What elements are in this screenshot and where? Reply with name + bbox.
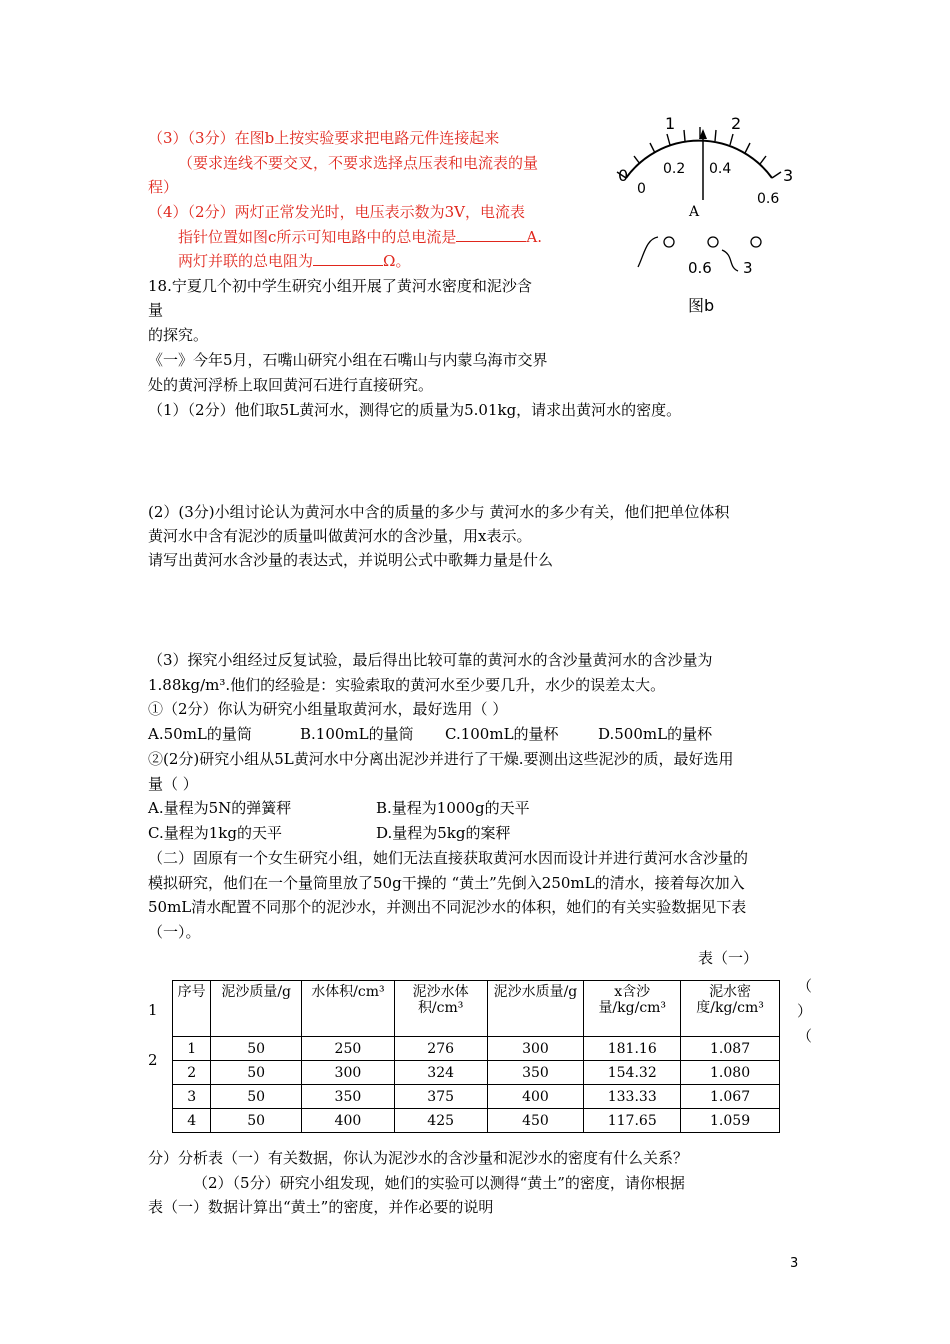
q18-sub3-a: （3）探究小组经过反复试验，最后得出比较可靠的黄河水的含沙量黄河水的含沙量为 xyxy=(148,651,713,669)
figure-caption: 图b xyxy=(688,296,715,315)
cell: 425 xyxy=(394,1109,487,1133)
resistance-answer-blank[interactable] xyxy=(313,251,383,266)
cell: 4 xyxy=(173,1109,211,1133)
header-sand-content: x含沙量/kg/cm³ xyxy=(584,981,681,1037)
scale-bottom-02: 0.2 xyxy=(663,161,686,177)
scale-bottom-0: 0 xyxy=(637,181,646,197)
q18-sub1: （1）（2分）他们取5L黄河水，测得它的质量为5.01kg，请求出黄河水的密度。 xyxy=(148,401,682,419)
cell: 324 xyxy=(394,1061,487,1085)
cell: 2 xyxy=(173,1061,211,1085)
q4-line2-unit: A. xyxy=(526,228,543,246)
cell: 154.32 xyxy=(584,1061,681,1085)
ammeter-arc xyxy=(626,141,772,178)
header-index: 序号 xyxy=(173,981,211,1037)
table-right-mark-1: （ xyxy=(797,977,813,995)
header-mud-density: 泥水密度/kg/cm³ xyxy=(681,981,780,1037)
q18-part2-a: （二）固原有一个女生研究小组，她们无法直接获取黄河水因而设计并进行黄河水含沙量的 xyxy=(148,849,749,867)
cell: 117.65 xyxy=(584,1109,681,1133)
scale-bottom-04: 0.4 xyxy=(709,161,732,177)
header-sand-mass: 泥沙质量/g xyxy=(211,981,302,1037)
choice1-option-b[interactable]: B.100mL的量筒 xyxy=(300,725,414,743)
q18-choice2-question-a: ②(2分)研究小组从5L黄河水中分离出泥沙并进行了干燥.要测出这些泥沙的质，最好选用 xyxy=(148,750,734,768)
terminal-3 xyxy=(751,237,761,247)
header-mud-volume: 泥沙水体积/cm³ xyxy=(394,981,487,1037)
after-line1: 分）分析表（一）有关数据，你认为泥沙水的含沙量和泥沙水的密度有什么关系？ xyxy=(148,1149,689,1167)
data-table xyxy=(172,980,780,1133)
choice1-option-c[interactable]: C.100mL的量杯 xyxy=(445,725,559,743)
cell: 276 xyxy=(394,1037,487,1061)
q18-choice1-question: ①（2分）你认为研究小组量取黄河水，最好选用（ ） xyxy=(148,700,508,718)
terminal-06 xyxy=(708,237,718,247)
ammeter-figure xyxy=(600,105,810,335)
cell: 400 xyxy=(302,1109,395,1133)
q4-line3-text: 两灯并联的总电阻为 xyxy=(178,252,314,270)
cell: 1.059 xyxy=(681,1109,780,1133)
q18-sub2-c: 请写出黄河水含沙量的表达式，并说明公式中歌舞力量是什么 xyxy=(148,551,554,569)
cell: 50 xyxy=(211,1037,302,1061)
table-row xyxy=(173,1037,780,1061)
after-line2: （2）（5分）研究小组发现，她们的实验可以测得“黄土”的密度，请你根据 xyxy=(193,1174,685,1192)
q4-line2-text: 指针位置如图c所示可知电路中的总电流是 xyxy=(178,228,457,246)
cell: 400 xyxy=(487,1085,584,1109)
choice1-option-d[interactable]: D.500mL的量杯 xyxy=(598,725,713,743)
wire-right xyxy=(722,250,738,271)
cell: 375 xyxy=(394,1085,487,1109)
q18-part1-b: 处的黄河浮桥上取回黄河石进行直接研究。 xyxy=(148,376,434,394)
page-number: 3 xyxy=(790,1256,799,1271)
q18-intro1: 18.宁夏几个初中学生研究小组开展了黄河水密度和泥沙含 xyxy=(148,277,532,295)
table-row xyxy=(173,1085,780,1109)
choice1-option-a[interactable]: A.50mL的量筒 xyxy=(148,725,252,743)
scale-top-1: 1 xyxy=(665,114,676,133)
q3-line3: 程） xyxy=(148,178,179,196)
q18-intro3: 的探究。 xyxy=(148,326,209,344)
after-line3: 表（一）数据计算出“黄土”的密度，并作必要的说明 xyxy=(148,1198,494,1216)
cell: 250 xyxy=(302,1037,395,1061)
q18-part2-c: 50mL清水配置不同那个的泥沙水，并测出不同泥沙水的体积，她们的有关实验数据见下表 xyxy=(148,898,747,916)
cell: 1.080 xyxy=(681,1061,780,1085)
table-row xyxy=(173,1061,780,1085)
cell: 1.087 xyxy=(681,1037,780,1061)
terminal-label-3: 3 xyxy=(743,259,753,277)
terminal-negative xyxy=(664,237,674,247)
header-mud-mass: 泥沙水质量/g xyxy=(487,981,584,1037)
q18-sub3-b: 1.88kg/m³.他们的经验是：实验索取的黄河水至少要几升，水少的误差太大。 xyxy=(148,676,666,694)
q4-line3 xyxy=(178,251,410,271)
q18-part1-a: 《一》今年5月，石嘴山研究小组在石嘴山与内蒙乌海市交界 xyxy=(148,351,548,369)
ammeter-unit: A xyxy=(689,204,700,220)
cell: 181.16 xyxy=(584,1037,681,1061)
current-answer-blank[interactable] xyxy=(456,227,526,242)
q3-line1: （3）（3分）在图b上按实验要求把电路元件连接起来 xyxy=(148,129,500,147)
choice2-option-d[interactable]: D.量程为5kg的案秤 xyxy=(376,824,511,842)
header-water-volume: 水体积/cm³ xyxy=(302,981,395,1037)
scale-top-2: 2 xyxy=(731,114,742,133)
cell: 133.33 xyxy=(584,1085,681,1109)
cell: 450 xyxy=(487,1109,584,1133)
q4-line2 xyxy=(178,227,542,247)
cell: 350 xyxy=(302,1085,395,1109)
q4-line3-unit: Ω。 xyxy=(383,252,411,270)
table-caption: 表（一） xyxy=(698,949,759,967)
table-right-mark-3: （ xyxy=(797,1027,813,1045)
scale-bottom-06: 0.6 xyxy=(757,191,780,207)
cell: 300 xyxy=(487,1037,584,1061)
choice2-option-b[interactable]: B.量程为1000g的天平 xyxy=(376,799,530,817)
table-left-mark-1: 1 xyxy=(148,1001,158,1019)
cell: 1.067 xyxy=(681,1085,780,1109)
cell: 3 xyxy=(173,1085,211,1109)
choice2-option-c[interactable]: C.量程为1kg的天平 xyxy=(148,824,282,842)
cell: 350 xyxy=(487,1061,584,1085)
q18-part2-b: 模拟研究，他们在一个量筒里放了50g干操的 “黄土”先倒入250mL的清水，接着每次加入 xyxy=(148,874,745,892)
cell: 300 xyxy=(302,1061,395,1085)
table-row xyxy=(173,1109,780,1133)
table-right-mark-2: ） xyxy=(797,1002,813,1020)
q18-intro2: 量 xyxy=(148,301,164,319)
cell: 50 xyxy=(211,1085,302,1109)
choice2-option-a[interactable]: A.量程为5N的弹簧秤 xyxy=(148,799,292,817)
q4-line1: （4）（2分）两灯正常发光时，电压表示数为3V，电流表 xyxy=(148,203,525,221)
q18-choice2-question-b: 量（ ） xyxy=(148,775,198,793)
terminal-label-06: 0.6 xyxy=(688,259,712,277)
scale-top-3: 3 xyxy=(783,166,794,185)
cell: 1 xyxy=(173,1037,211,1061)
table-left-mark-2: 2 xyxy=(148,1051,158,1069)
q18-sub2-a: (2）(3分)小组讨论认为黄河水中含的质量的多少与 黄河水的多少有关，他们把单位体积 xyxy=(148,503,730,521)
q3-line2: （要求连线不要交叉，不要求选择点压表和电流表的量 xyxy=(178,154,539,172)
wire-left xyxy=(638,237,658,267)
cell: 50 xyxy=(211,1109,302,1133)
scale-top-0: 0 xyxy=(618,166,629,185)
cell: 50 xyxy=(211,1061,302,1085)
q18-sub2-b: 黄河水中含有泥沙的质量叫做黄河水的含沙量，用x表示。 xyxy=(148,527,532,545)
q18-part2-d: （一）。 xyxy=(148,923,201,941)
